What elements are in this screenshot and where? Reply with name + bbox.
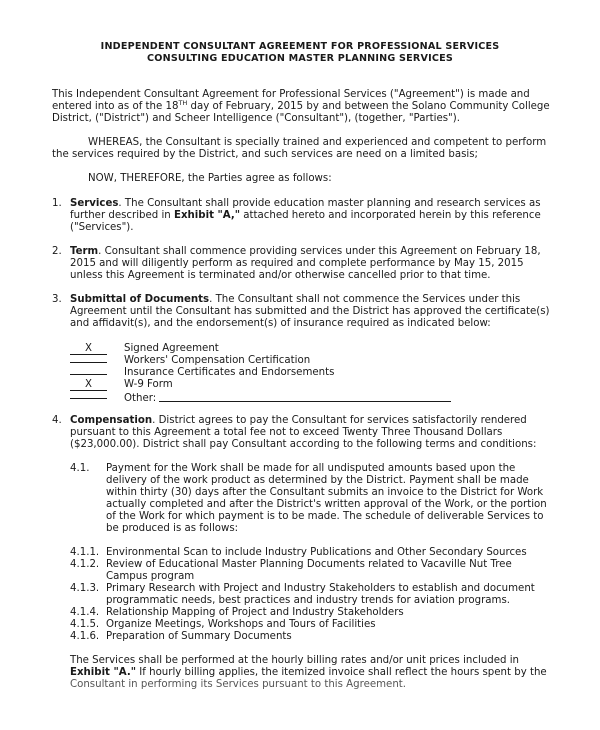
checklist-item (70, 367, 107, 379)
deliverable-number: 4.1.1. (70, 547, 100, 558)
checklist-mark[interactable]: X (70, 344, 107, 355)
checklist-mark[interactable] (70, 398, 107, 399)
deliverable-number: 4.1.2. (70, 559, 100, 570)
deliverable-text: Preparation of Summary Documents (106, 631, 292, 642)
section-1-number: 1. (52, 198, 62, 209)
subsection-4-1-line: Payment for the Work shall be made for all undisputed amounts based upon the (106, 463, 516, 474)
checklist-label: Signed Agreement (124, 343, 219, 354)
section-4-number: 4. (52, 415, 62, 426)
section-3-line-3: and affidavit(s), and the endorsement(s) of insurance required as indicated below: (70, 318, 491, 329)
deliverable-text: Primary Research with Project and Industry Stakeholders to establish and document (106, 583, 535, 594)
deliverable-text-continued: programmatic needs, best practices and industry trends for aviation programs. (106, 595, 511, 606)
other-input-line[interactable] (159, 391, 451, 402)
checklist-mark[interactable] (70, 374, 107, 375)
checklist-item (70, 379, 107, 391)
subsection-4-1-number: 4.1. (70, 463, 90, 474)
compensation-closing-line-2: Exhibit "A." If hourly billing applies, the itemized invoice shall reflect the hours spent by the (70, 667, 547, 678)
section-2-line-1: Term. Consultant shall commence providing services under this Agreement on February 18, (70, 246, 541, 257)
deliverable-number: 4.1.4. (70, 607, 100, 618)
checklist-item (70, 355, 107, 367)
checklist-label: Other: (124, 393, 157, 404)
deliverable-text: Review of Educational Master Planning Documents related to Vacaville Nut Tree (106, 559, 512, 570)
section-4-line-1: Compensation. District agrees to pay the Consultant for services satisfactorily rendered (70, 415, 527, 426)
document-title-line-2: CONSULTING EDUCATION MASTER PLANNING SERVICES (147, 53, 453, 64)
checklist-label: Insurance Certificates and Endorsements (124, 367, 335, 378)
deliverable-text-continued: Campus program (106, 571, 195, 582)
section-4-line-2: pursuant to this Agreement a total fee not to exceed Twenty Three Thousand Dollars (70, 427, 503, 438)
section-3-number: 3. (52, 294, 62, 305)
deliverable-text: Relationship Mapping of Project and Industry Stakeholders (106, 607, 404, 618)
section-1-line-1: Services. The Consultant shall provide education master planning and research services as (70, 198, 541, 209)
compensation-closing-line-3: Consultant in performing its Services pursuant to this Agreement. (70, 679, 407, 690)
intro-line-2: entered into as of the 18TH day of February, 2015 by and between the Solano Community College (52, 99, 550, 112)
section-2-line-3: unless this Agreement is terminated and/or otherwise cancelled prior to that time. (70, 270, 491, 281)
checklist-mark[interactable]: X (70, 380, 107, 391)
checklist-label: Workers' Compensation Certification (124, 355, 311, 366)
subsection-4-1-line: within thirty (30) days after the Consultant submits an invoice to the District for Work (106, 487, 544, 498)
checklist-item (70, 391, 107, 403)
section-3-line-2: Agreement until the Consultant has submitted and the District has approved the certificate(s) (70, 306, 550, 317)
checklist-label: W-9 Form (124, 379, 173, 390)
subsection-4-1-line: actually completed and after the District's written approval of the Work, or the portion (106, 499, 547, 510)
intro-line-3: District, ("District") and Scheer Intelligence ("Consultant"), (together, "Parties"). (52, 113, 460, 124)
section-1-line-2: further described in Exhibit "A," attached hereto and incorporated herein by this reference (70, 210, 541, 221)
deliverable-number: 4.1.5. (70, 619, 100, 630)
subsection-4-1-line: be produced is as follows: (106, 523, 239, 534)
deliverable-number: 4.1.6. (70, 631, 100, 642)
deliverable-text: Organize Meetings, Workshops and Tours of Facilities (106, 619, 376, 630)
checklist-mark[interactable] (70, 362, 107, 363)
subsection-4-1-line: of the Work for which payment is to be made. The schedule of deliverable Services to (106, 511, 544, 522)
section-1-line-3: ("Services"). (70, 222, 134, 233)
section-2-number: 2. (52, 246, 62, 257)
compensation-closing-line-1: The Services shall be performed at the hourly billing rates and/or unit prices included in (70, 655, 520, 666)
intro-line-1: This Independent Consultant Agreement for Professional Services ("Agreement") is made and (52, 89, 530, 100)
whereas-line-1: WHEREAS, the Consultant is specially trained and experienced and competent to perform (88, 137, 547, 148)
checklist-other (124, 391, 451, 405)
section-2-line-2: 2015 and will diligently perform as required and complete performance by May 15, 2015 (70, 258, 524, 269)
checklist-item (70, 343, 107, 355)
section-3-line-1: Submittal of Documents. The Consultant shall not commence the Services under this (70, 294, 521, 305)
document-title-line-1: INDEPENDENT CONSULTANT AGREEMENT FOR PROFESSIONAL SERVICES (100, 41, 500, 52)
subsection-4-1-line: delivery of the work product as determined by the District. Payment shall be made (106, 475, 529, 486)
whereas-line-2: the services required by the District, and such services are need on a limited basis; (52, 149, 478, 160)
section-4-line-3: ($23,000.00). District shall pay Consultant according to the following terms and conditions: (70, 439, 537, 450)
now-therefore: NOW, THEREFORE, the Parties agree as follows: (88, 173, 332, 184)
deliverable-text: Environmental Scan to include Industry Publications and Other Secondary Sources (106, 547, 527, 558)
deliverable-number: 4.1.3. (70, 583, 100, 594)
